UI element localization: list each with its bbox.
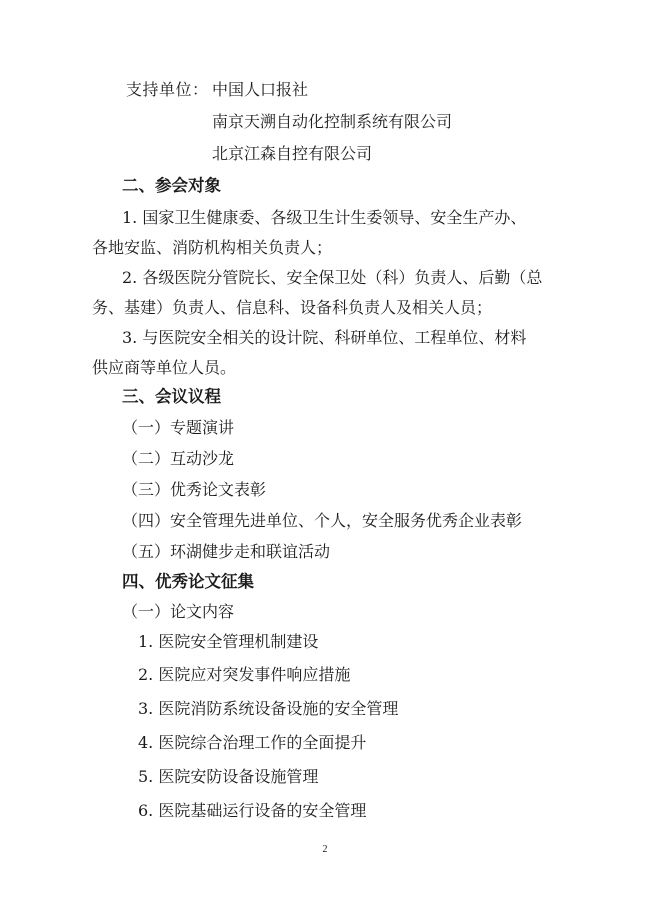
topic-item: 5. 医院安防设备设施管理 (138, 767, 319, 786)
agenda-item: （三）优秀论文表彰 (122, 480, 267, 499)
section-heading: 二、参会对象 (122, 176, 221, 195)
support-label: 支持单位： (126, 80, 209, 99)
topic-item: 4. 医院综合治理工作的全面提升 (138, 733, 367, 752)
topic-item: 2. 医院应对突发事件响应措施 (138, 665, 351, 684)
topic-item: 6. 医院基础运行设备的安全管理 (138, 801, 367, 820)
support-unit: 中国人口报社 (212, 80, 309, 99)
paragraph-line: 1. 国家卫生健康委、各级卫生计生委领导、安全生产办、 (122, 208, 527, 227)
support-unit: 北京江森自控有限公司 (212, 144, 373, 163)
paragraph-line: 2. 各级医院分管院长、安全保卫处（科）负责人、后勤（总 (122, 268, 543, 287)
page-number: 2 (322, 844, 328, 855)
subsection-heading: （一）论文内容 (122, 602, 235, 621)
paragraph-line: 各地安监、消防机构相关负责人； (92, 238, 333, 257)
paragraph-line: 务、基建）负责人、信息科、设备科负责人及相关人员； (92, 298, 493, 317)
support-unit: 南京天溯自动化控制系统有限公司 (212, 112, 453, 131)
agenda-item: （五）环湖健步走和联谊活动 (122, 542, 331, 561)
topic-item: 3. 医院消防系统设备设施的安全管理 (138, 699, 399, 718)
topic-item: 1. 医院安全管理机制建设 (138, 632, 319, 651)
agenda-item: （一）专题演讲 (122, 418, 235, 437)
paragraph-line: 3. 与医院安全相关的设计院、科研单位、工程单位、材料 (122, 328, 527, 347)
paragraph-line: 供应商等单位人员。 (92, 358, 237, 377)
section-heading: 四、优秀论文征集 (122, 572, 254, 591)
agenda-item: （二）互动沙龙 (122, 449, 235, 468)
section-heading: 三、会议议程 (122, 387, 221, 406)
agenda-item: （四）安全管理先进单位、个人，安全服务优秀企业表彰 (122, 511, 523, 530)
